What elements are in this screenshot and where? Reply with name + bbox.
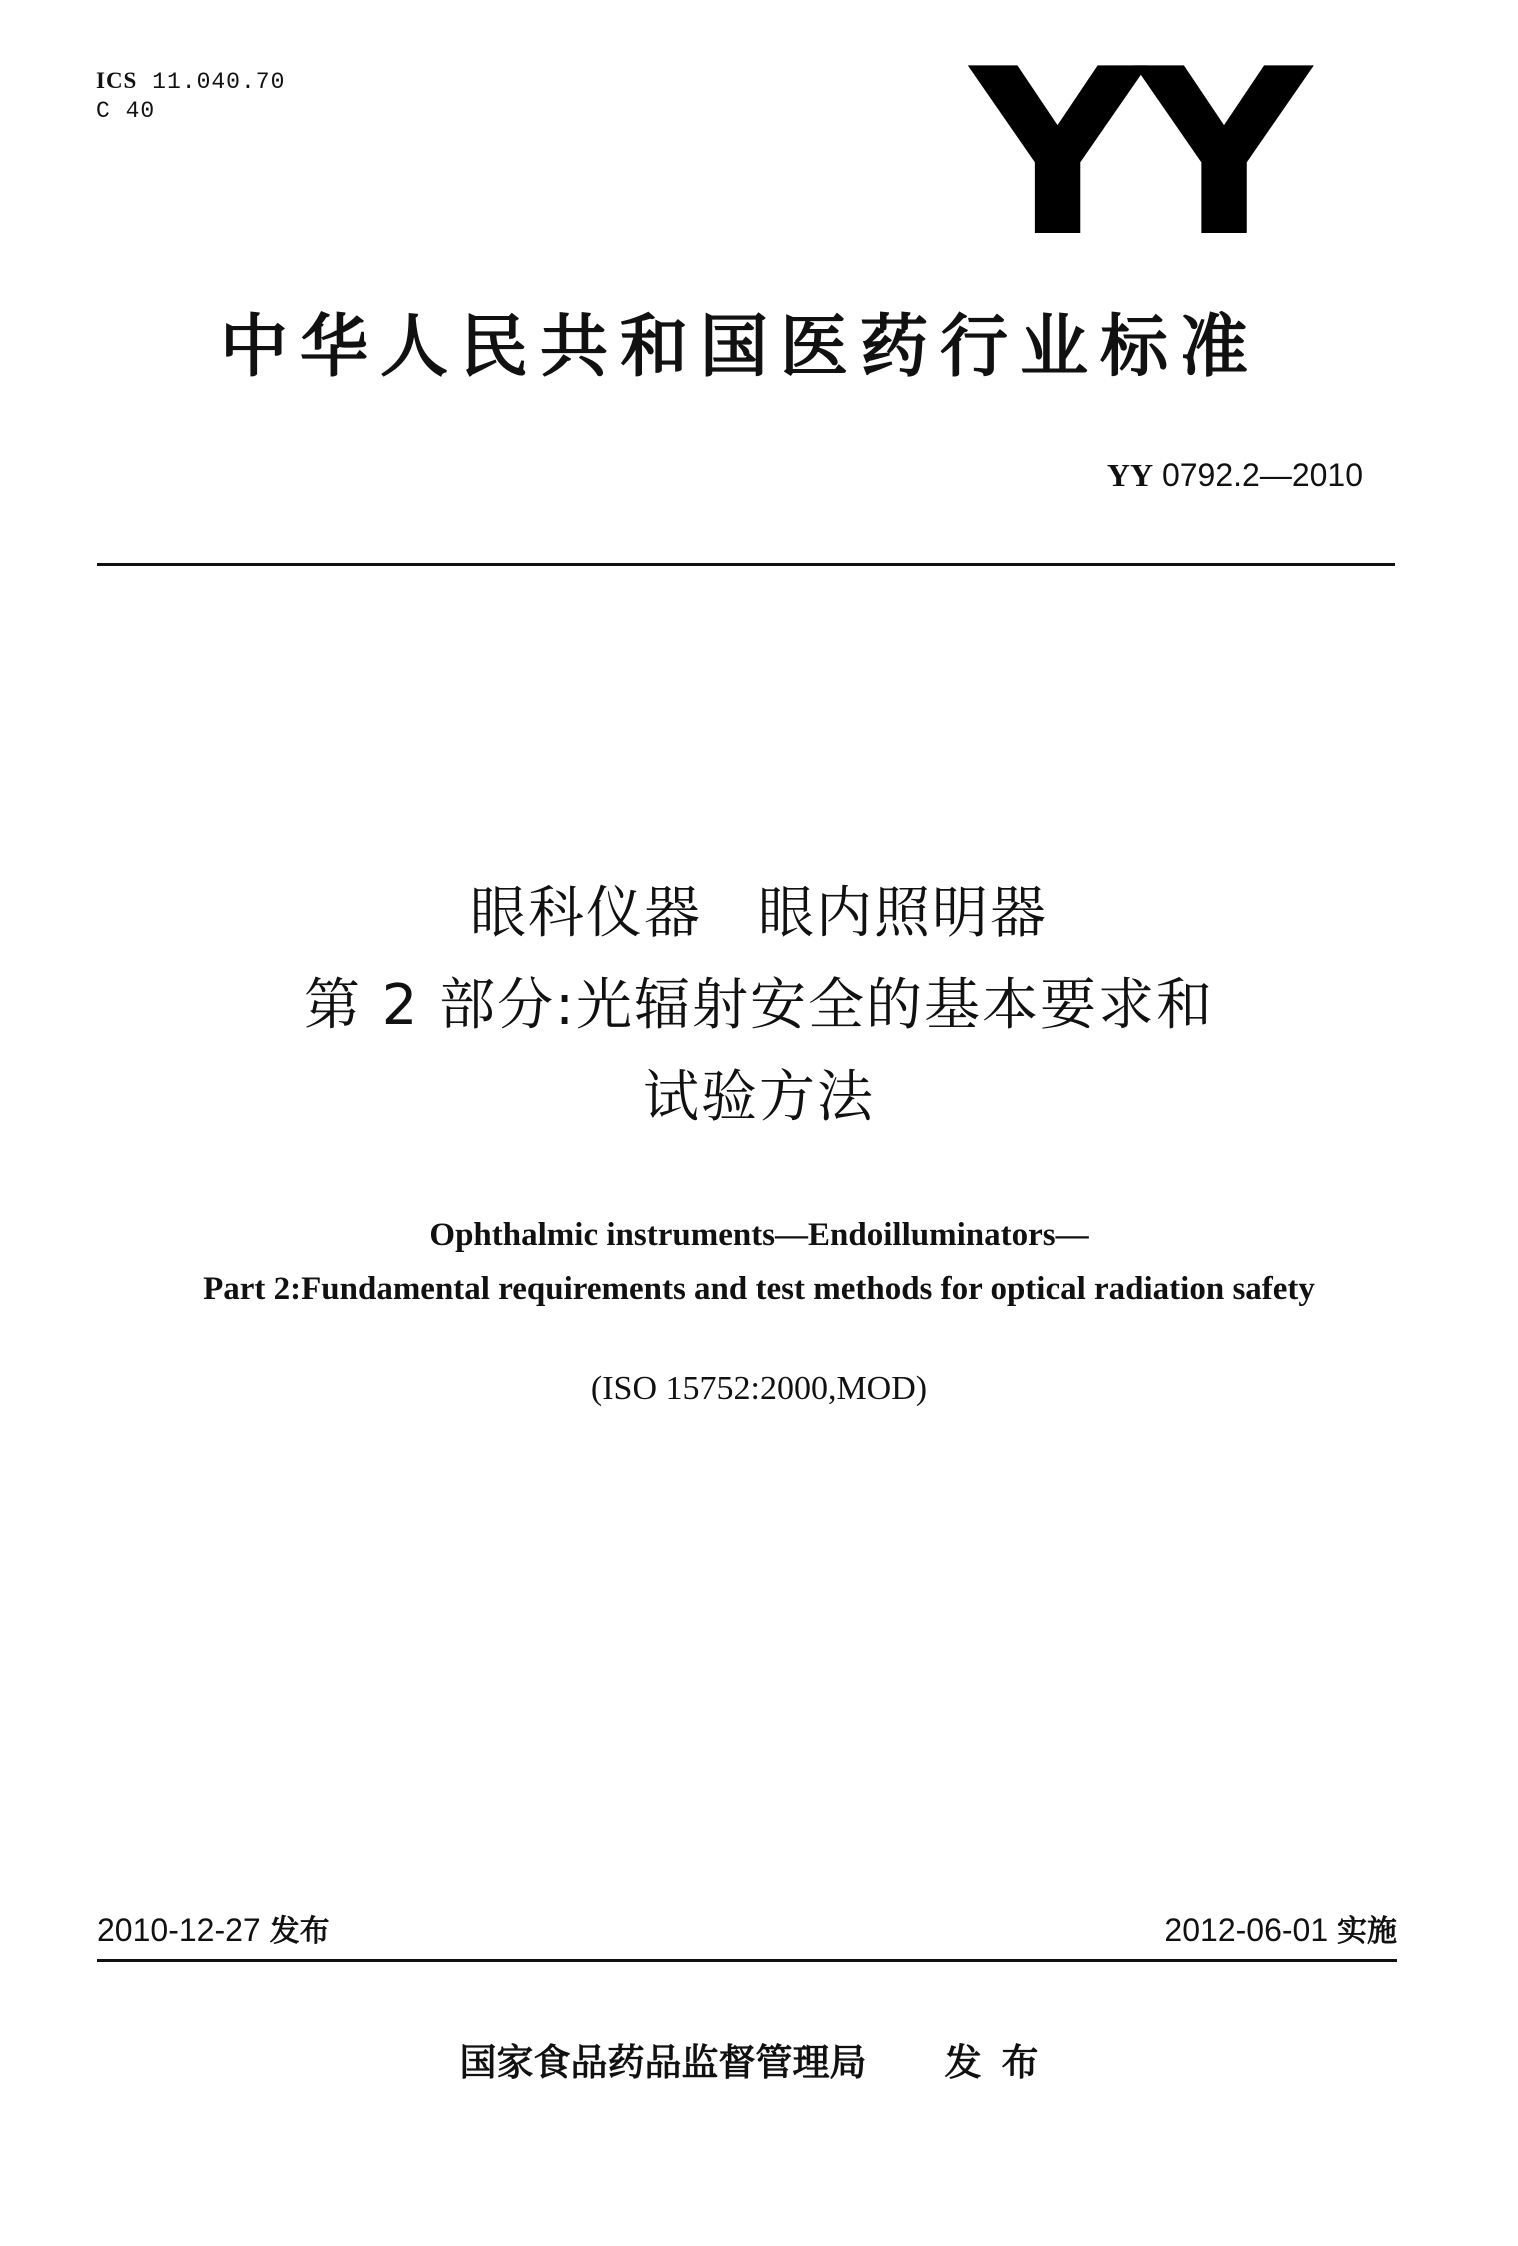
standard-number-value: 0792.2—2010: [1161, 457, 1363, 493]
top-divider: [97, 563, 1395, 566]
ics-code: 11.040.70: [152, 69, 286, 95]
yy-logo: YY: [970, 21, 1303, 288]
chinese-title-part-b: 眼内照明器: [758, 881, 1048, 946]
chinese-title-line-2: 第 2 部分:光辐射安全的基本要求和: [303, 973, 1215, 1038]
ics-line: [96, 66, 285, 97]
standard-category-title: 中华人民共和国医药行业标准: [219, 308, 1260, 387]
issue-date-block: [97, 1908, 330, 1954]
chinese-title: [100, 868, 1418, 1144]
classification-codes: [96, 66, 285, 126]
english-title-line-2: Part 2:Fundamental requirements and test methods for optical radiation safety: [203, 1271, 1315, 1307]
issue-date: 2010-12-27: [97, 1912, 261, 1948]
implement-date: 2012-06-01: [1164, 1912, 1329, 1948]
dates-row: [97, 1908, 1397, 1952]
implement-date-block: [1164, 1908, 1397, 1954]
issue-label: 发布: [269, 1914, 330, 1949]
ccs-code: C 40: [96, 98, 156, 124]
chinese-title-line-1: [100, 868, 1418, 960]
english-title: [60, 1208, 1458, 1316]
standard-number-prefix: YY: [1106, 457, 1154, 493]
publisher-action: 发布: [944, 2041, 1059, 2084]
ics-label: ICS: [96, 68, 138, 93]
chinese-title-line-3: 试验方法: [643, 1065, 875, 1130]
english-title-line-1: Ophthalmic instruments—Endoilluminators—: [429, 1217, 1089, 1253]
iso-reference: (ISO 15752:2000,MOD): [590, 1370, 928, 1407]
standard-number: [1107, 455, 1363, 495]
publisher: [100, 2038, 1418, 2088]
bottom-divider: [97, 1959, 1397, 1962]
implement-label: 实施: [1337, 1914, 1397, 1949]
publisher-name: 国家食品药品监督管理局: [459, 2041, 867, 2084]
chinese-title-part-a: 眼科仪器: [470, 881, 702, 946]
